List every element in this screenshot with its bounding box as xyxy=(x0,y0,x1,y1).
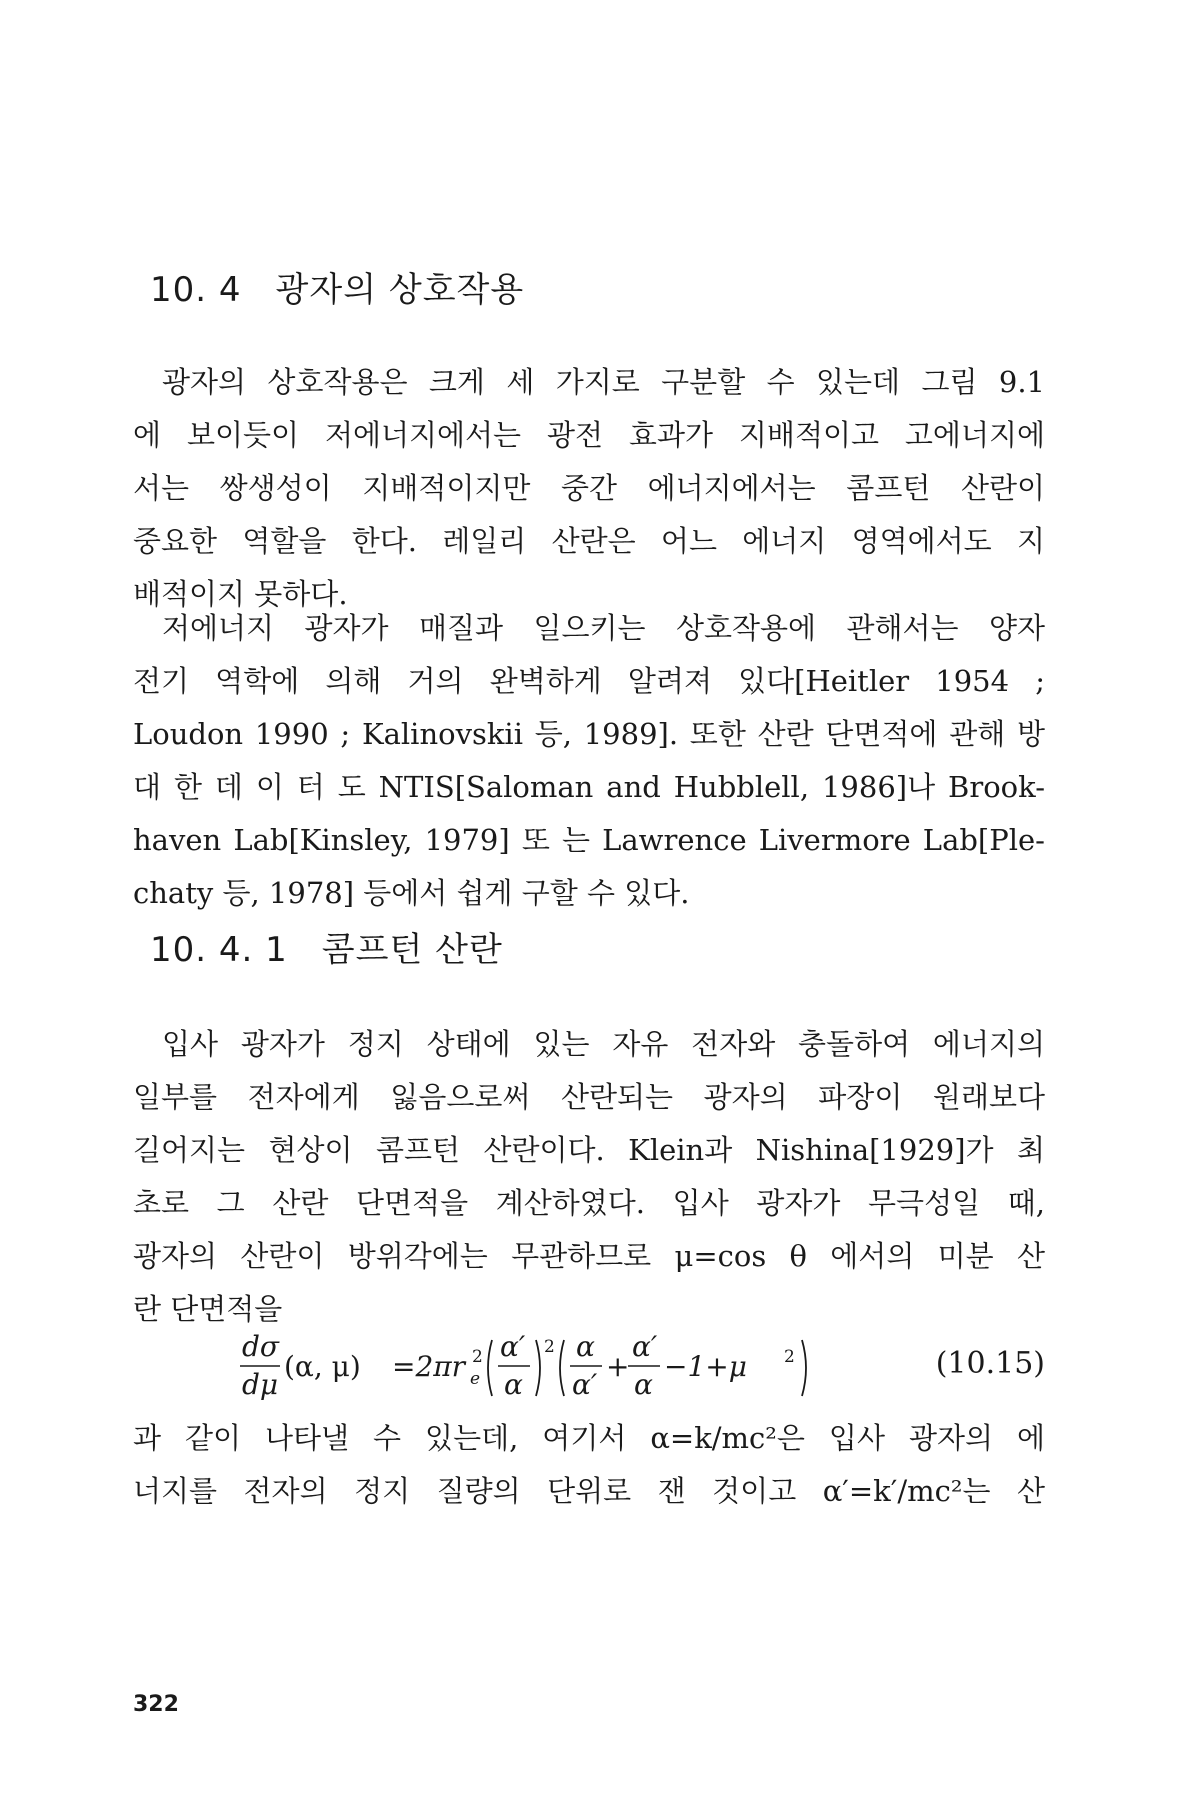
section-heading xyxy=(150,262,524,311)
section-title: 광자의 상호작용 xyxy=(275,270,525,310)
text-line: 서는 쌍생성이 지배적이지만 중간 에너지에서는 콤프턴 산란이 xyxy=(133,471,1045,505)
text-line: 배적이지 못하다. xyxy=(133,577,348,611)
text-line: 광자의 상호작용은 크게 세 가지로 구분할 수 있는데 그림 9.1 xyxy=(162,365,1045,399)
text-line: 에 보이듯이 저에너지에서는 광전 효과가 지배적이고 고에너지에 xyxy=(133,418,1045,452)
equation-formula xyxy=(240,1326,860,1406)
text-line: 너지를 전자의 정지 질량의 단위로 잰 것이고 α′=k′/mc²는 산 xyxy=(133,1474,1045,1508)
page-number: 322 xyxy=(133,1692,179,1717)
paragraph-low-energy-references xyxy=(133,602,1045,920)
subsection-title: 콤프턴 산란 xyxy=(321,930,503,970)
eq-tail-sup: 2 xyxy=(784,1347,795,1367)
text-line: 중요한 역할을 한다. 레일리 산란은 어느 에너지 영역에서도 지 xyxy=(133,524,1045,558)
eq-f3-denominator: α xyxy=(634,1368,653,1401)
text-line: 저에너지 광자가 매질과 일으키는 상호작용에 관해서는 양자 xyxy=(162,611,1045,645)
text-line: Loudon 1990 ; Kalinovskii 등, 1989]. 또한 산란 단면적에 관해 방 xyxy=(133,717,1045,751)
klein-nishina-equation xyxy=(240,1326,1045,1406)
eq-f1-sup: 2 xyxy=(544,1337,555,1357)
text-line: 과 같이 나타낼 수 있는데, 여기서 α=k/mc²은 입사 광자의 에 xyxy=(133,1421,1045,1455)
text-line: 초로 그 산란 단면적을 계산하였다. 입사 광자가 무극성일 때, xyxy=(133,1186,1045,1220)
eq-sup-2: 2 xyxy=(472,1347,483,1367)
eq-f2-numerator: α xyxy=(576,1330,595,1363)
text-line: 전기 역학에 의해 거의 완벽하게 알려져 있다[Heitler 1954 ; xyxy=(133,664,1045,698)
paragraph-compton-scattering xyxy=(133,1018,1045,1336)
paragraph-interactions-overview xyxy=(133,356,1045,621)
eq-f3-numerator: α′ xyxy=(632,1330,658,1363)
text-line: 길어지는 현상이 콤프턴 산란이다. Klein과 Nishina[1929]가 최 xyxy=(133,1133,1045,1167)
eq-lhs-args: (α, μ) xyxy=(284,1350,361,1383)
eq-lhs-denominator: dμ xyxy=(242,1368,279,1401)
eq-lhs-numerator: dσ xyxy=(242,1330,280,1363)
text-line: 일부를 전자에게 잃음으로써 산란되는 광자의 파장이 원래보다 xyxy=(133,1080,1045,1114)
text-line: 입사 광자가 정지 상태에 있는 자유 전자와 충돌하여 에너지의 xyxy=(162,1027,1045,1061)
eq-sub-e: e xyxy=(470,1369,481,1389)
eq-f2-denominator: α′ xyxy=(572,1368,598,1401)
subsection-heading xyxy=(150,922,503,971)
eq-equals: =2πr xyxy=(392,1350,466,1383)
text-line: 광자의 산란이 방위각에는 무관하므로 μ=cos θ 에서의 미분 산 xyxy=(133,1239,1045,1273)
text-line: 대 한 데 이 터 도 NTIS[Saloman and Hubblell, 1986]나 Brook- xyxy=(133,770,1045,804)
eq-plus: + xyxy=(606,1350,630,1383)
eq-f1-denominator: α xyxy=(504,1368,523,1401)
text-line: 란 단면적을 xyxy=(133,1292,283,1326)
eq-tail: −1+μ xyxy=(664,1350,747,1383)
equation-number: (10.15) xyxy=(935,1346,1045,1381)
text-line: haven Lab[Kinsley, 1979] 또 는 Lawrence Livermore Lab[Ple- xyxy=(133,823,1045,857)
subsection-number: 10. 4. 1 xyxy=(150,930,288,970)
section-number: 10. 4 xyxy=(150,270,242,310)
paragraph-equation-explanation xyxy=(133,1412,1045,1518)
eq-f1-numerator: α′ xyxy=(500,1330,526,1363)
text-line: chaty 등, 1978] 등에서 쉽게 구할 수 있다. xyxy=(133,876,690,910)
